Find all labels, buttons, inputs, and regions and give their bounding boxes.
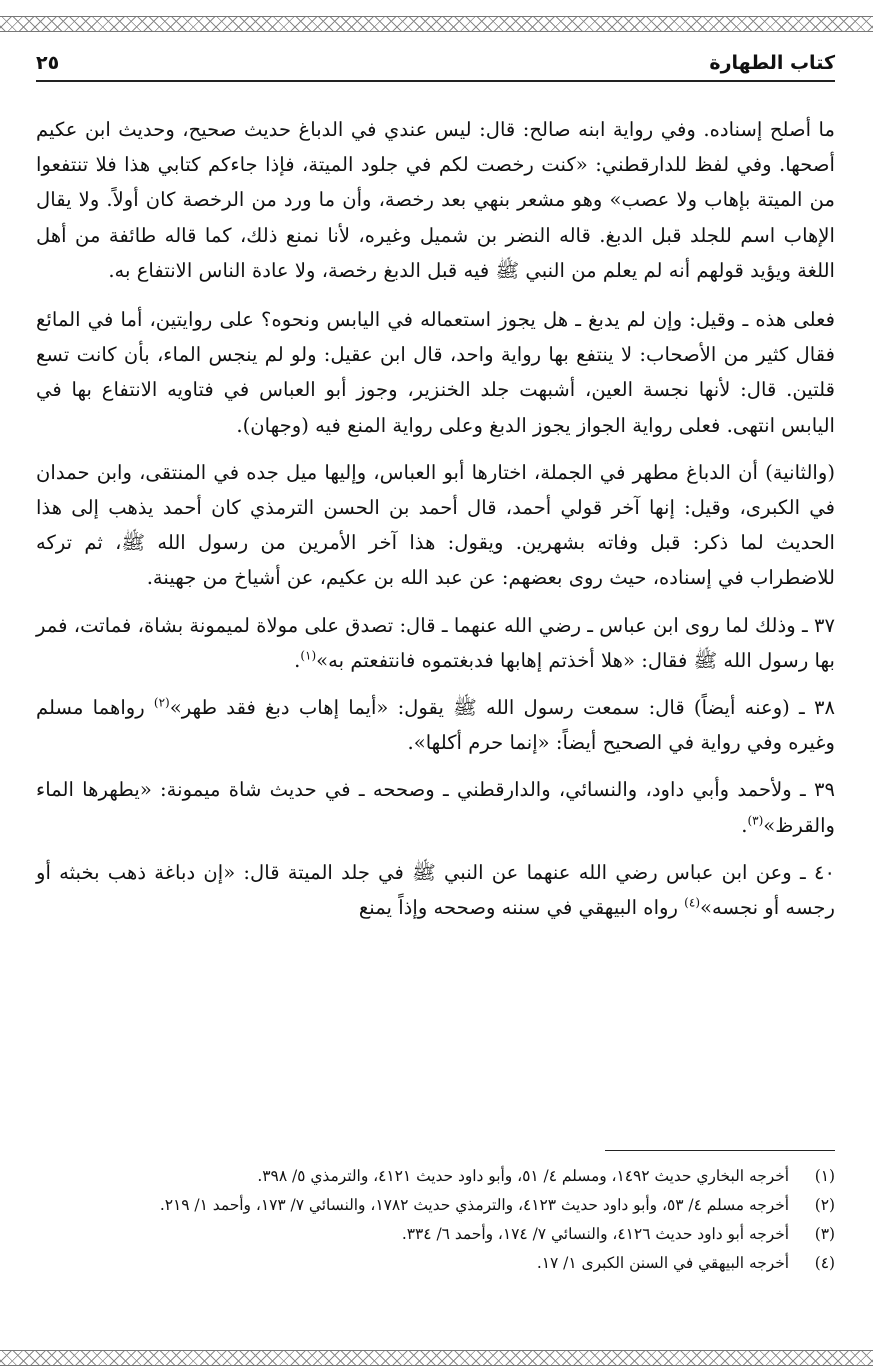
- footnote-text: أخرجه مسلم ٤/ ٥٣، وأبو داود حديث ٤١٢٣، والترمذي حديث ١٧٨٢، والنسائي ٧/ ١٧٣، وأحمد ١/ ٢١٩.: [159, 1196, 789, 1214]
- footnote-number: (٤): [814, 1254, 835, 1272]
- footnote-number: (١): [814, 1167, 835, 1185]
- book-section-title: كتاب الطهارة: [709, 52, 835, 74]
- footnote-mark-4[interactable]: (٤): [684, 895, 700, 910]
- paragraph-2: فعلى هذه ـ وقيل: وإن لم يدبغ ـ هل يجوز استعماله في اليابس ونحوه؟ على روايتين، أما في المائع فقال كثير من الأصحاب: لا ينتفع بها رواية واحد، قال ابن عقيل: ولو لم ينجس الماء، بأن كانت تسع قلتين. قال: لأنها نجسة العين، أشبهت جلد الخنزير، وجوز أبو العباس في فتاويه الانتفاع بها في اليابس انتهى. فعلى رواية الجواز يجوز الدبغ وعلى رواية المنع فيه (وجهان).: [36, 308, 835, 437]
- main-text: [36, 112, 835, 937]
- decorative-border-bottom: [0, 1350, 873, 1366]
- hadith-40: ٤٠ ـ وعن ابن عباس رضي الله عنهما عن النبي ﷺ في جلد الميتة قال: «إن دباغة ذهب بخبثه أو رجسه أو نجسه»$^{(٤)}$ رواه البيهقي في سننه وصححه وإذاً يمنع: [36, 860, 835, 920]
- footnote-number: (٢): [814, 1196, 835, 1214]
- footnote-2: [36, 1191, 835, 1220]
- page-number: ٢٥: [36, 52, 60, 74]
- footnote-text: أخرجه البخاري حديث ١٤٩٢، ومسلم ٤/ ٥١، وأبو داود حديث ٤١٢١، والترمذي ٥/ ٣٩٨.: [257, 1167, 789, 1185]
- hadith-39: ٣٩ ـ ولأحمد وأبي داود، والنسائي، والدارقطني ـ وصححه ـ في حديث شاة ميمونة: «يطهرها الماء والقرظ»$^{(٣)}$.: [36, 778, 835, 837]
- hadith-37: ٣٧ ـ وذلك لما روى ابن عباس ـ رضي الله عنهما ـ قال: تصدق على مولاة لميمونة بشاة، فماتت، فمر بها رسول الله ﷺ فقال: «هلا أخذتم إهابها فدبغتموه فانتفعتم به»$^{(١)}$.: [36, 613, 835, 672]
- footnotes: [36, 1162, 835, 1278]
- page-header: [36, 46, 835, 82]
- footnote-number: (٣): [814, 1225, 835, 1243]
- footnote-mark-3[interactable]: (٣): [747, 813, 764, 828]
- paragraph-3: (والثانية) أن الدباغ مطهر في الجملة، اختارها أبو العباس، وإليها ميل جده في المنتقى، وابن حمدان في الكبرى، وقيل: إنها آخر قولي أحمد، قال أحمد بن الحسن الترمذي كان أحمد يذهب إلى هذا الحديث لما ذكر: قبل وفاته بشهرين. ويقول: هذا آخر الأمرين من رسول الله ﷺ، ثم تركه للاضطراب في إسناده، حيث روى بعضهم: عن عبد الله بن عكيم، عن أشياخ من جهينة.: [36, 460, 835, 590]
- footnote-mark-2[interactable]: (٢): [153, 695, 170, 710]
- footnote-divider: [605, 1150, 835, 1151]
- footnote-text: أخرجه البيهقي في السنن الكبرى ١/ ١٧.: [536, 1254, 789, 1272]
- footnote-mark-1[interactable]: (١): [300, 648, 317, 663]
- footnote-text: أخرجه أبو داود حديث ٤١٢٦، والنسائي ٧/ ١٧٤، وأحمد ٦/ ٣٣٤.: [401, 1225, 789, 1243]
- hadith-38: ٣٨ ـ (وعنه أيضاً) قال: سمعت رسول الله ﷺ يقول: «أيما إهاب دبغ فقد طهر»$^{(٢)}$ رواهما مسلم وغيره وفي رواية في الصحيح أيضاً: «إنما حرم أكلها».: [36, 695, 835, 755]
- footnote-3: [36, 1220, 835, 1249]
- footnote-4: [36, 1249, 835, 1278]
- decorative-border-top: [0, 16, 873, 32]
- footnote-1: [36, 1162, 835, 1191]
- paragraph-1: ما أصلح إسناده. وفي رواية ابنه صالح: قال: ليس عندي في الدباغ حديث صحيح، وحديث ابن عكيم أصحها. وفي لفظ للدارقطني: «كنت رخصت لكم في جلود الميتة، فإذا جاءكم كتابي هذا فلا تنتفعوا من الميتة بإهاب ولا عصب» وهو مشعر بنهي بعد رخصة، وأن ما ورد من الرخصة كان أولاً. ولا يقال الإهاب اسم للجلد قبل الدبغ. قاله النضر بن شميل وغيره، لأنا نمنع ذلك، كما قاله طائفة من أهل اللغة ويؤيد قولهم أنه لم يعلم من النبي ﷺ فيه قبل الدبغ رخصة، ولا عادة الناس الانتفاع به.: [36, 118, 835, 282]
